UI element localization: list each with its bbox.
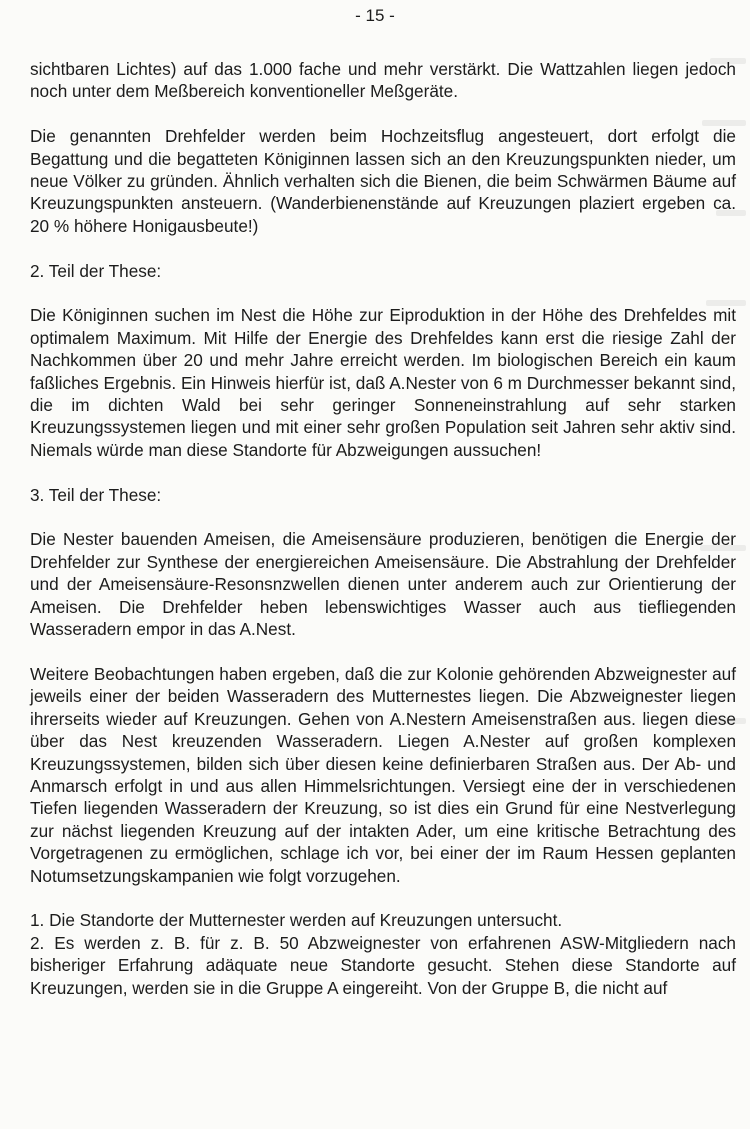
list-item-branch-nests: 2. Es werden z. B. für z. B. 50 Abzweignester von erfahrenen ASW-Mitgliedern nach bisheriger Erfahrung adäquate neue Standorte gesucht. Stehen diese Standorte auf Kreuzungen, werden sie in die Gruppe A eingereiht. Von der Gruppe B, die nicht auf bbox=[30, 932, 736, 998]
paragraph-further-observations: Weitere Beobachtungen haben ergeben, daß die zur Kolonie gehörenden Abzweignester auf jeweils einer der beiden Wasseradern des Mutternestes liegen. Die Abzweignester liegen ihrerseits wieder auf Kreuzungen. Gehen von A.Nestern Ameisenstraßen aus. liegen diese über das Nest kreuzenden Wasseradern. Liegen A.Nester auf großen komplexen Kreuzungssystemen, bilden sich über diesen keine definierbaren Straßen aus. Der Ab- und Anmarsch erfolgt in und aus allen Himmelsrichtungen. Versiegt eine der in verschiedenen Tiefen liegenden Wasseradern der Kreuzung, so ist dies ein Grund für eine Nestverlegung zur nächst liegenden Kreuzung auf der intakten Ader, um eine kritische Betrachtung des Vorgetragenen zu ermöglichen, schlage ich vor, bei einer der im Raum Hessen geplanten Notumsetzungskampanien wie folgt vorzugehen. bbox=[30, 663, 736, 886]
section-heading-thesis-part-2: 2. Teil der These: bbox=[30, 260, 162, 281]
paragraph-formic-acid-synthesis: Die Nester bauenden Ameisen, die Ameisensäure produzieren, benötigen die Energie der Drehfelder zur Synthese der energiereichen Ameisensäure. Die Abstrahlung der Drehfelder und der Ameisensäure-Resonsnzwellen dienen unter anderem auch zur Orientierung der Ameisen. Die Drehfelder heben lebenswichtiges Wasser auch aus tiefliegenden Wasseradern empor in das A.Nest. bbox=[30, 529, 736, 640]
page-number: - 15 - bbox=[355, 6, 395, 25]
section-heading-thesis-part-3: 3. Teil der These: bbox=[30, 484, 162, 505]
paragraph-light-amplification: sichtbaren Lichtes) auf das 1.000 fache und mehr verstärkt. Die Wattzahlen liegen jedoch noch unter dem Meßbereich konventioneller Meßgeräte. bbox=[30, 59, 736, 102]
paragraph-queens-egg-production: Die Königinnen suchen im Nest die Höhe zur Eiproduktion in der Höhe des Drehfeldes mit optimalem Maximum. Mit Hilfe der Energie des Drehfeldes kann erst die riesige Zahl der Nachkommen über 20 und mehr Jahre erreicht werden. Im biologischen Bereich ein kaum faßliches Ergebnis. Ein Hinweis hierfür ist, daß A.Nester von 6 m Durchmesser bekannt sind, die im dichten Wald bei sehr geringer Sonneneinstrahlung auf sehr starken Kreuzungssystemen liegen und mit einer sehr großen Population seit Jahren sehr aktiv sind. Niemals würde man diese Standorte für Abzweigungen aussuchen! bbox=[30, 305, 736, 460]
paragraph-nuptial-flight: Die genannten Drehfelder werden beim Hochzeitsflug angesteuert, dort erfolgt die Begattung und die begatteten Königinnen lassen sich an den Kreuzungspunkten nieder, um neue Völker zu gründen. Ähnlich verhalten sich die Bienen, die beim Schwärmen Bäume auf Kreuzungspunkten ansteuern. (Wanderbienenstände auf Kreuzungen plaziert ergeben ca. 20 % höhere Honigausbeute!) bbox=[30, 126, 736, 236]
list-item-mother-nests: 1. Die Standorte der Mutternester werden auf Kreuzungen untersucht. bbox=[30, 910, 563, 931]
document-body bbox=[30, 58, 736, 999]
